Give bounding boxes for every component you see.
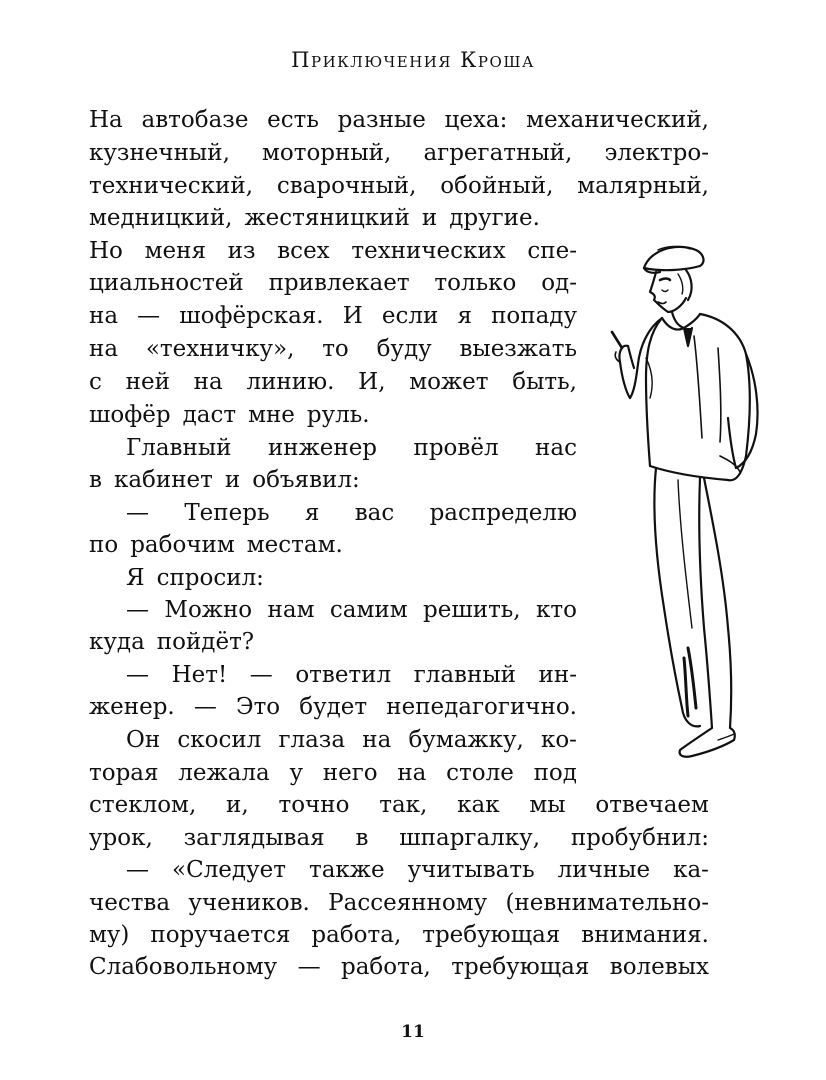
text-line: — «Следует также учитывать личные ка- — [126, 857, 709, 883]
text-line: в кабинет и объявил: — [89, 467, 360, 493]
text-line: Слабовольному — работа, требующая волевых — [89, 954, 709, 980]
text-line: — Теперь я вас распределю — [126, 500, 577, 526]
text-line: — Можно нам самим решить, кто — [126, 597, 577, 623]
text-line: Но меня из всех технических спе- — [89, 238, 577, 264]
text-line: технический, сварочный, обойный, малярный, — [89, 173, 709, 199]
text-line: торая лежала у него на столе под — [89, 760, 577, 786]
man-in-cap-illustration — [600, 228, 770, 773]
text-line: женер. — Это будет непедагогично. — [89, 694, 577, 720]
running-head: Приключения Кроша — [291, 48, 535, 72]
text-line: по рабочим местам. — [89, 532, 343, 558]
text-line: стеклом, и, точно так, как мы отвечаем — [89, 792, 709, 818]
text-line: чества учеников. Рассеянному (невнимательно- — [89, 890, 709, 916]
text-line: куда пойдёт? — [89, 629, 255, 655]
text-line: Он скосил глаза на бумажку, ко- — [126, 727, 577, 753]
text-line: урок, заглядывая в шпаргалку, пробубнил: — [89, 825, 709, 851]
text-line: — Нет! — ответил главный ин- — [126, 662, 577, 688]
text-line: на «техничку», то буду выезжать — [89, 336, 577, 362]
text-line: му) поручается работа, требующая внимания. — [89, 922, 709, 948]
page-number: 11 — [401, 1022, 425, 1042]
text-line: Главный инженер провёл нас — [126, 435, 577, 461]
text-line: На автобазе есть разные цеха: механический, — [89, 107, 709, 133]
text-line: циальностей привлекает только од- — [89, 270, 577, 296]
text-line: с ней на линию. И, может быть, — [89, 369, 577, 395]
text-line: на — шофёрская. И если я попаду — [89, 303, 577, 329]
text-line: Я спросил: — [126, 565, 264, 591]
text-line: медницкий, жестяницкий и другие. — [89, 205, 540, 231]
text-line: кузнечный, моторный, агрегатный, электро- — [89, 140, 709, 166]
text-line: шофёр даст мне руль. — [89, 402, 370, 428]
